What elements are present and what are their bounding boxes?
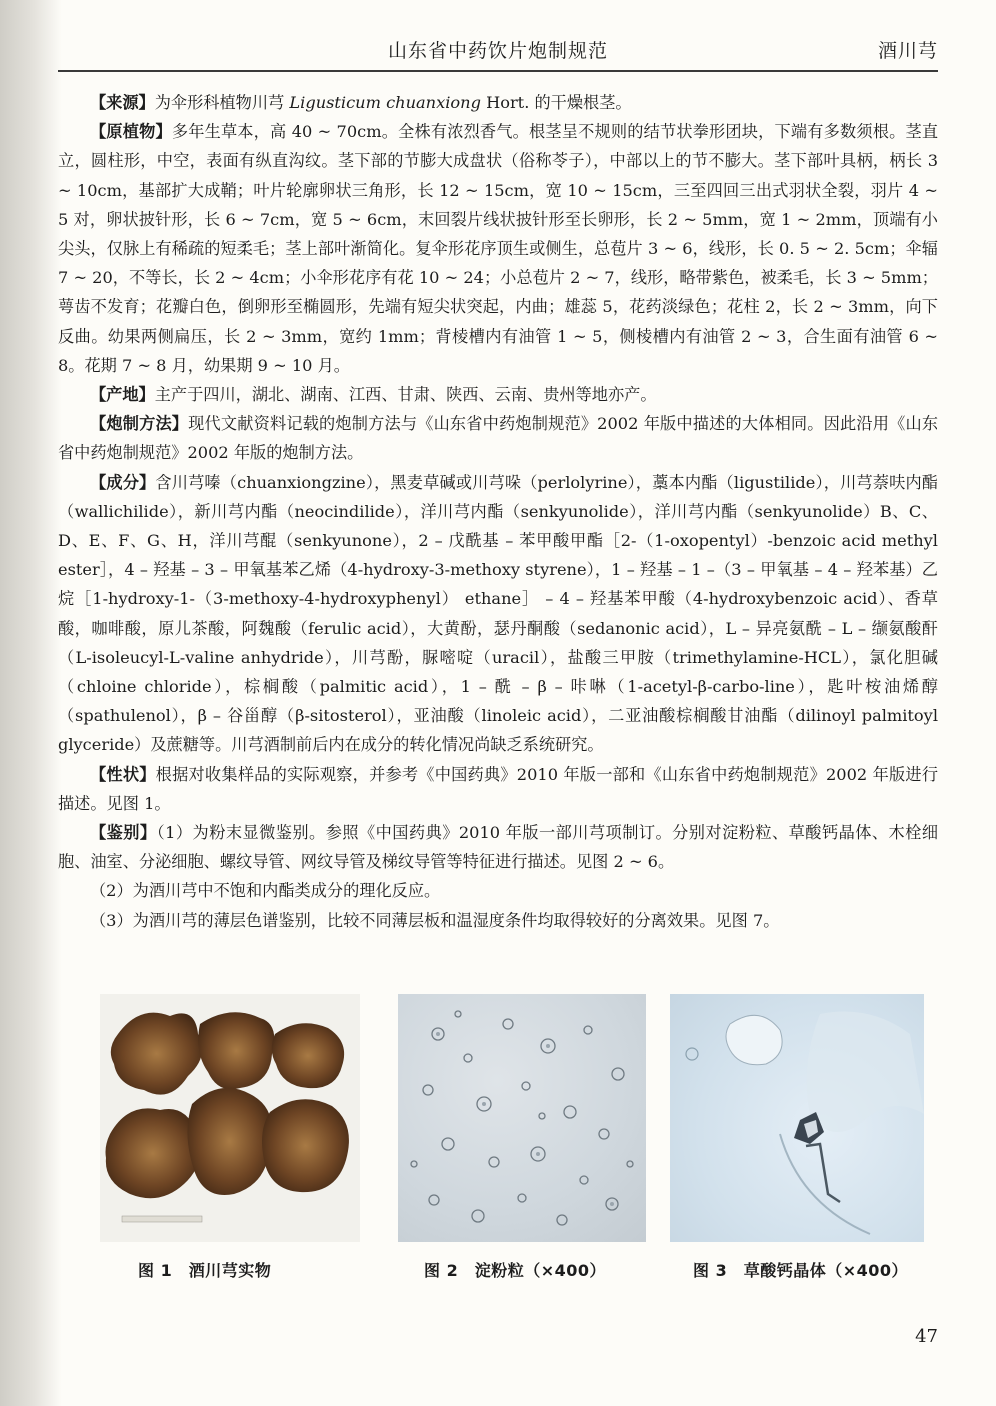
label-origin: 【产地】: [90, 385, 155, 405]
label-identification: 【鉴别】: [90, 823, 157, 843]
page-number: 47: [915, 1326, 938, 1347]
latin-name: Ligusticum chuanxiong: [289, 93, 481, 112]
label-original-plant: 【原植物】: [90, 122, 172, 142]
page-gutter-shadow: [0, 0, 62, 1406]
starch-granule-micrograph: [398, 994, 646, 1242]
running-header: [58, 32, 938, 70]
label-source: 【来源】: [90, 93, 155, 112]
paragraph-characteristics: 【性状】根据对收集样品的实际观察，并参考《中国药典》2010 年版一部和《山东省中药炮制规范》2002 年版进行描述。见图 1。: [58, 764, 939, 813]
paragraph-identification-2: （2）为酒川芎中不饱和内酯类成分的理化反应。: [90, 881, 441, 901]
book-title: 山东省中药饮片炮制规范: [387, 40, 608, 62]
figure-3-caption: 图 3 草酸钙晶体（×400）: [693, 1261, 909, 1280]
label-processing-method: 【炮制方法】: [90, 414, 189, 434]
paragraph-source: 【来源】为伞形科植物川芎 Ligusticum chuanxiong Hort. 的干燥根茎。: [90, 93, 632, 112]
header-rule: [58, 70, 938, 72]
section-title: 酒川芎: [877, 40, 938, 62]
figure-row: [58, 994, 938, 1244]
figure-1-caption: 图 1 酒川芎实物: [138, 1261, 272, 1280]
label-characteristics: 【性状】: [90, 764, 156, 784]
paragraph-processing-method: 【炮制方法】现代文献资料记载的炮制方法与《山东省中药炮制规范》2002 年版中描述的大体相同。因此沿用《山东省中药炮制规范》2002 年版的炮制方法。: [58, 414, 939, 463]
dried-rhizome-photo: [100, 994, 360, 1242]
calcium-oxalate-crystal-micrograph: [670, 994, 924, 1242]
body-text: [58, 88, 938, 935]
label-components: 【成分】: [90, 472, 156, 492]
paragraph-origin: 【产地】主产于四川，湖北、湖南、江西、甘肃、陕西、云南、贵州等地亦产。: [90, 385, 657, 405]
paragraph-original-plant: 【原植物】多年生草本，高 40 ~ 70cm。全株有浓烈香气。根茎呈不规则的结节状拳形团块，下端有多数须根。茎直立，圆柱形，中空，表面有纵直沟纹。茎下部的节膨大成盘状（俗称苓子），中部以上的节不膨大。茎下部叶具柄，柄长 3 ~ 10cm，基部扩大成鞘；叶片轮廓卵状三角形，长 12 ~ 15cm，宽 10 ~ 15cm，三至四回三出式羽状全裂，羽片 4 ~ 5 对，卵状披针形，长 6 ~ 7cm，宽 5 ~ 6cm，末回裂片线状披针形至长卵形，长 2 ~ 5mm，宽 1 ~ 2mm，顶端有小尖头，仅脉上有稀疏的短柔毛；茎上部叶渐简化。复伞形花序顶生或侧生，总苞片 3 ~ 6，线形，长 0. 5 ~ 2. 5cm；伞辐 7 ~ 20，不等长，长 2 ~ 4cm；小伞形花序有花 10 ~ 24；小总苞片 2 ~ 7，线形，略带紫色，被柔毛，长 3 ~ 5mm；萼齿不发育；花瓣白色，倒卵形至椭圆形，先端有短尖状突起，内曲；雄蕊 5，花药淡绿色；花柱 2，长 2 ~ 3mm，向下反曲。幼果两侧扁压，长 2 ~ 3mm，宽约 1mm；背棱槽内有油管 1 ~ 5，侧棱槽内有油管 2 ~ 3，合生面有油管 6 ~ 8。花期 7 ~ 8 月，幼果期 9 ~ 10 月。: [58, 122, 939, 375]
figure-2-caption: 图 2 淀粉粒（×400）: [424, 1261, 607, 1280]
paragraph-identification: 【鉴别】（1）为粉末显微鉴别。参照《中国药典》2010 年版一部川芎项制订。分别对淀粉粒、草酸钙晶体、木栓细胞、油室、分泌细胞、螺纹导管、网纹导管及梯纹导管等特征进行描述。见图 2 ~ 6。: [58, 823, 939, 872]
paragraph-identification-3: （3）为酒川芎的薄层色谱鉴别，比较不同薄层板和温湿度条件均取得较好的分离效果。见图 7。: [90, 910, 780, 930]
paragraph-components: 【成分】含川芎嗪（chuanxiongzine），黑麦草碱或川芎哚（perlolyrine），藁本内酯（ligustilide），川芎萘呋内酯（wallichilide），新川芎内酯（neocindilide），洋川芎内酯（senkyunolide），洋川芎内酯（senkyunolide）B、C、D、E、F、G、H，洋川芎醌（senkyunone），2 – 戊酰基 – 苯甲酸甲酯［2-（1-oxopentyl）-benzoic acid methyl ester］，4 – 羟基 – 3 – 甲氧基苯乙烯（4-hydroxy-3-methoxy styrene），1 – 羟基 – 1 –（3 – 甲氧基 – 4 – 羟苯基）乙烷［1-hydroxy-1-（3-methoxy-4-hydroxyphenyl） ethane］ – 4 – 羟基苯甲酸（4-hydroxybenzoic acid）、香草酸，咖啡酸，原儿茶酸，阿魏酸（ferulic acid），大黄酚，瑟丹酮酸（sedanonic acid），L – 异亮氨酰 – L – 缬氨酸酐（L-isoleucyl-L-valine anhydride），川芎酚，脲嘧啶（uracil），盐酸三甲胺（trimethylamine-HCL），氯化胆碱（chloine chloride），棕榈酸（palmitic acid），1 – 酰 – β – 咔啉（1-acetyl-β-carbo-line），匙叶桉油烯醇（spathulenol），β – 谷甾醇（β-sitosterol），亚油酸（linoleic acid），二亚油酸棕榈酸甘油酯（dilinoyl palmitoyl glyceride）及蔗糖等。川芎酒制前后内在成分的转化情况尚缺乏系统研究。: [58, 472, 938, 755]
